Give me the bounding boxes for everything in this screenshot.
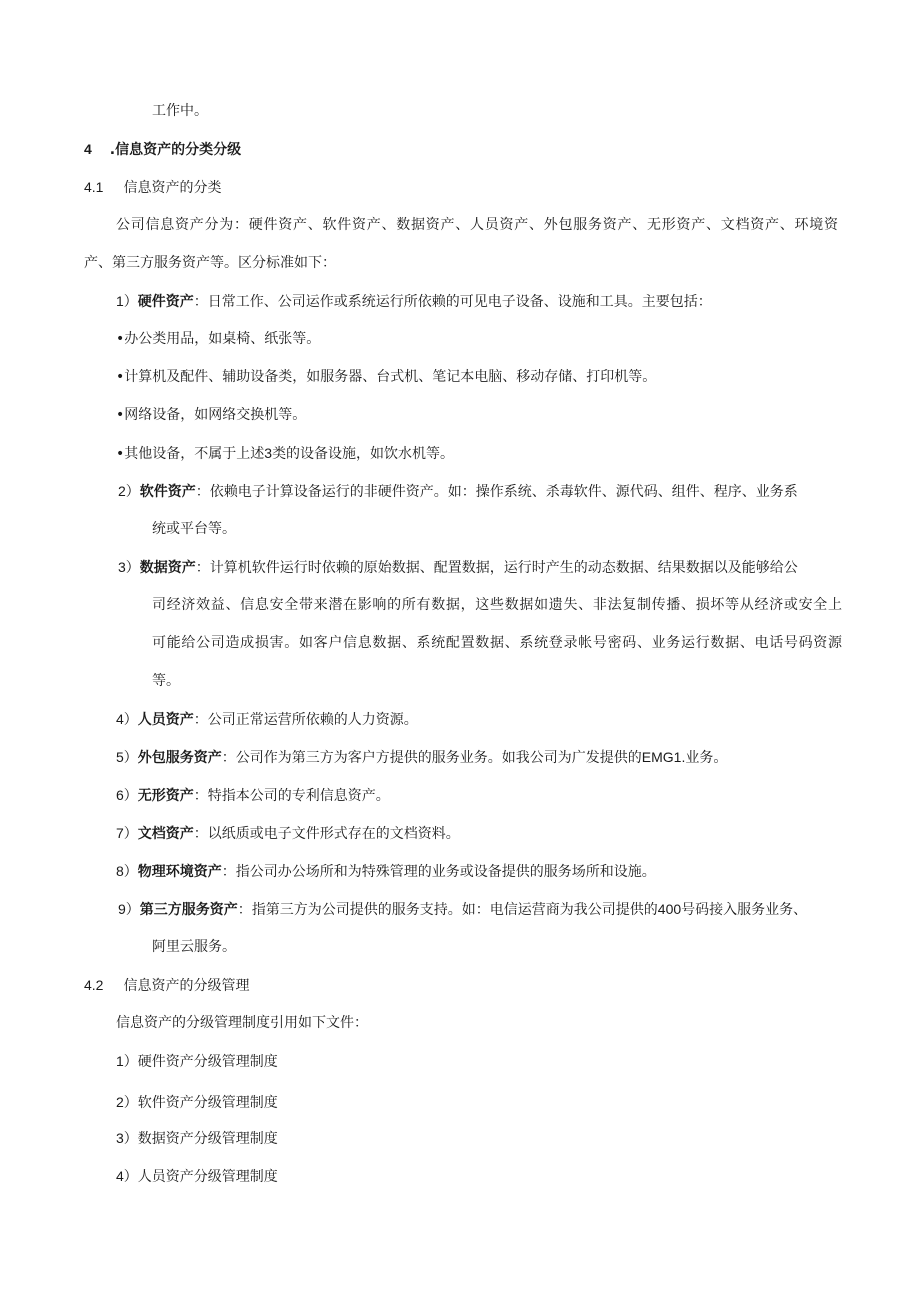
item-label: 外包服务资产 xyxy=(137,750,222,766)
reference-item: 1）硬件资产分级管理制度 xyxy=(116,1053,278,1070)
section-title: .信息资产的分类分级 xyxy=(109,142,242,158)
section-number: 4 xyxy=(84,141,92,157)
item-documents: 7）文档资产：以纸质或电子文件形式存在的文档资料。 xyxy=(116,825,460,842)
item-data-cont: 司经济效益、信息安全带来潜在影响的所有数据，这些数据如遗失、非法复制传播、损坏等从经济或安全上 xyxy=(152,597,842,613)
item-hardware: 1）硬件资产：日常工作、公司运作或系统运行所依赖的可见电子设备、设施和工具。主要包括： xyxy=(116,293,712,310)
item-third-party: 9）第三方服务资产：指第三方为公司提供的服务支持。如：电信运营商为我公司提供的400号码接入服务业务、 xyxy=(118,901,808,918)
bullet-item: •计算机及配件、辅助设备类，如服务器、台式机、笔记本电脑、移动存储、打印机等。 xyxy=(116,369,657,385)
item-data-cont: 可能给公司造成损害。如客户信息数据、系统配置数据、系统登录帐号密码、业务运行数据、电话号码资源 xyxy=(152,635,842,651)
item-label: 物理环境资产 xyxy=(137,864,222,880)
section-number: 4.2 xyxy=(84,977,104,993)
item-label: 数据资产 xyxy=(139,560,196,576)
section-4-heading xyxy=(84,140,241,159)
item-data-cont: 等。 xyxy=(152,673,180,689)
intro-line-2: 产、第三方服务资产等。区分标准如下： xyxy=(84,255,336,271)
item-label: 无形资产 xyxy=(137,788,194,804)
section-4-2-heading xyxy=(84,976,249,995)
continued-text: 工作中。 xyxy=(152,103,208,119)
section-4-1-heading xyxy=(84,178,221,197)
item-personnel: 4）人员资产：公司正常运营所依赖的人力资源。 xyxy=(116,711,418,728)
bullet-item: •网络设备，如网络交换机等。 xyxy=(116,407,307,423)
item-label: 硬件资产 xyxy=(137,294,194,310)
intro-line-1: 公司信息资产分为：硬件资产、软件资产、数据资产、人员资产、外包服务资产、无形资产、文档资产、环境资 xyxy=(116,217,838,233)
item-label: 软件资产 xyxy=(139,484,196,500)
item-intangible: 6）无形资产：特指本公司的专利信息资产。 xyxy=(116,787,390,804)
bullet-item: •办公类用品，如桌椅、纸张等。 xyxy=(116,331,321,347)
item-third-party-cont: 阿里云服务。 xyxy=(152,939,236,955)
reference-intro: 信息资产的分级管理制度引用如下文件： xyxy=(116,1015,368,1031)
item-environment: 8）物理环境资产：指公司办公场所和为特殊管理的业务或设备提供的服务场所和设施。 xyxy=(116,863,656,880)
reference-item: 4）人员资产分级管理制度 xyxy=(116,1168,278,1185)
item-label: 文档资产 xyxy=(137,826,194,842)
item-software-cont: 统或平台等。 xyxy=(152,521,236,537)
item-data: 3）数据资产：计算机软件运行时依赖的原始数据、配置数据，运行时产生的动态数据、结果数据以及能够给公 xyxy=(118,559,798,576)
item-software: 2）软件资产：依赖电子计算设备运行的非硬件资产。如：操作系统、杀毒软件、源代码、组件、程序、业务系 xyxy=(118,483,798,500)
item-label: 第三方服务资产 xyxy=(139,902,238,918)
item-label: 人员资产 xyxy=(137,712,194,728)
reference-item: 2）软件资产分级管理制度 xyxy=(116,1094,278,1111)
section-title: 信息资产的分类 xyxy=(123,180,222,196)
bullet-item: •其他设备，不属于上述3类的设备设施，如饮水机等。 xyxy=(116,445,455,462)
section-title: 信息资产的分级管理 xyxy=(123,978,250,994)
reference-item: 3）数据资产分级管理制度 xyxy=(116,1130,278,1147)
section-number: 4.1 xyxy=(84,179,104,195)
item-outsourcing: 5）外包服务资产：公司作为第三方为客户方提供的服务业务。如我公司为广发提供的EMG1.业务。 xyxy=(116,749,728,766)
